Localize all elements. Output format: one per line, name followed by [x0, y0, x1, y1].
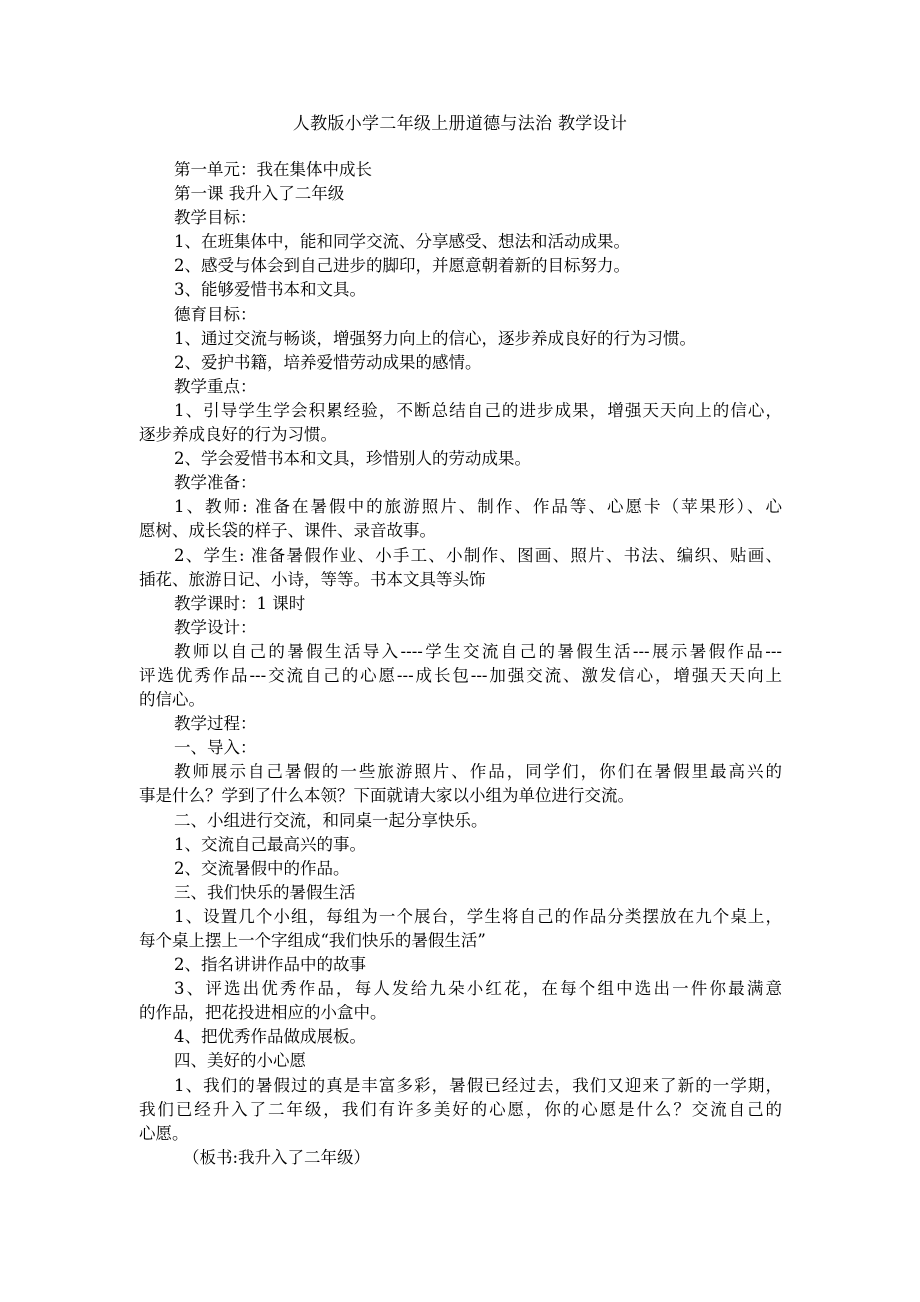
subsection-heading: 三、我们快乐的暑假生活 — [174, 882, 356, 902]
paragraph-line: 1、交流自己最高兴的事。 — [174, 834, 366, 854]
paragraph-line: 1、我们的暑假过的真是丰富多彩，暑假已经过去，我们又迎来了新的一学期， — [174, 1075, 782, 1095]
paragraph-line: 4、把优秀作品做成展板。 — [174, 1027, 366, 1047]
section-heading: 教学目标： — [174, 208, 257, 228]
paragraph-line: 心愿。 — [139, 1123, 189, 1143]
paragraph-line: 愿树、成长袋的样子、课件、录音故事。 — [139, 521, 436, 541]
paragraph-line: 1、教师: 准备在暑假中的旅游照片、制作、作品等、心愿卡（苹果形）、心 — [174, 497, 782, 517]
paragraph-line: 2、学生: 准备暑假作业、小手工、小制作、图画、照片、书法、编织、贴画、 — [174, 545, 782, 565]
paragraph-line: 3、能够爱惜书本和文具。 — [174, 280, 366, 300]
document-title: 人教版小学二年级上册道德与法治 教学设计 — [292, 114, 628, 134]
paragraph-line: 每个桌上摆上一个字组成“我们快乐的暑假生活” — [139, 931, 486, 950]
unit-heading: 第一单元：我在集体中成长 — [174, 160, 372, 179]
section-heading: 教学过程： — [174, 714, 257, 734]
paragraph-line: 2、感受与体会到自己进步的脚印，并愿意朝着新的目标努力。 — [174, 256, 630, 276]
subsection-heading: 四、美好的小心愿 — [174, 1051, 306, 1071]
section-heading: 教学准备： — [174, 473, 257, 493]
paragraph-line: 2、学会爱惜书本和文具，珍惜别人的劳动成果。 — [174, 449, 531, 469]
paragraph-line: 1、通过交流与畅谈，增强努力向上的信心，逐步养成良好的行为习惯。 — [174, 328, 696, 348]
paragraph-line: 的作品，把花投进相应的小盒中。 — [139, 1003, 387, 1023]
paragraph-line: 的信心。 — [139, 690, 205, 710]
paragraph-line: 教师展示自己暑假的一些旅游照片、作品，同学们，你们在暑假里最高兴的 — [174, 762, 782, 782]
paragraph-line: 事是什么？学到了什么本领？下面就请大家以小组为单位进行交流。 — [139, 786, 634, 806]
paragraph-line: 2、指名讲讲作品中的故事 — [174, 955, 366, 975]
paragraph-line: 教师以自己的暑假生活导入----学生交流自己的暑假生活---展示暑假作品--- — [174, 641, 782, 661]
paragraph-line: 评选优秀作品---交流自己的心愿---成长包---加强交流、激发信心，增强天天向上 — [139, 665, 782, 685]
section-heading: 教学设计： — [174, 617, 257, 637]
paragraph-line: 3、评选出优秀作品，每人发给九朵小红花，在每个组中选出一件你最满意 — [174, 979, 782, 999]
paragraph-line: 1、在班集体中，能和同学交流、分享感受、想法和活动成果。 — [174, 232, 630, 252]
paragraph-line: 1、设置几个小组，每组为一个展台，学生将自己的作品分类摆放在九个桌上， — [174, 906, 782, 926]
document-body — [139, 158, 782, 1170]
board-note: （板书:我升入了二年级） — [183, 1147, 371, 1167]
paragraph-line: 插花、旅游日记、小诗，等等。书本文具等头饰 — [139, 569, 486, 589]
paragraph-line: 我们已经升入了二年级，我们有许多美好的心愿，你的心愿是什么？交流自己的 — [139, 1099, 782, 1119]
section-heading: 德育目标： — [174, 304, 257, 324]
subsection-heading: 二、小组进行交流，和同桌一起分享快乐。 — [174, 810, 488, 830]
lesson-heading: 第一课 我升入了二年级 — [174, 184, 345, 204]
paragraph-line: 1、引导学生学会积累经验，不断总结自己的进步成果，增强天天向上的信心， — [174, 400, 782, 420]
section-heading: 教学重点： — [174, 376, 257, 396]
paragraph-line: 2、爱护书籍，培养爱惜劳动成果的感情。 — [174, 352, 482, 372]
subsection-heading: 一、导入： — [174, 738, 257, 758]
paragraph-line: 教学课时：1 课时 — [174, 593, 306, 613]
paragraph-line: 2、交流暑假中的作品。 — [174, 858, 350, 878]
paragraph-line: 逐步养成良好的行为习惯。 — [139, 425, 337, 445]
